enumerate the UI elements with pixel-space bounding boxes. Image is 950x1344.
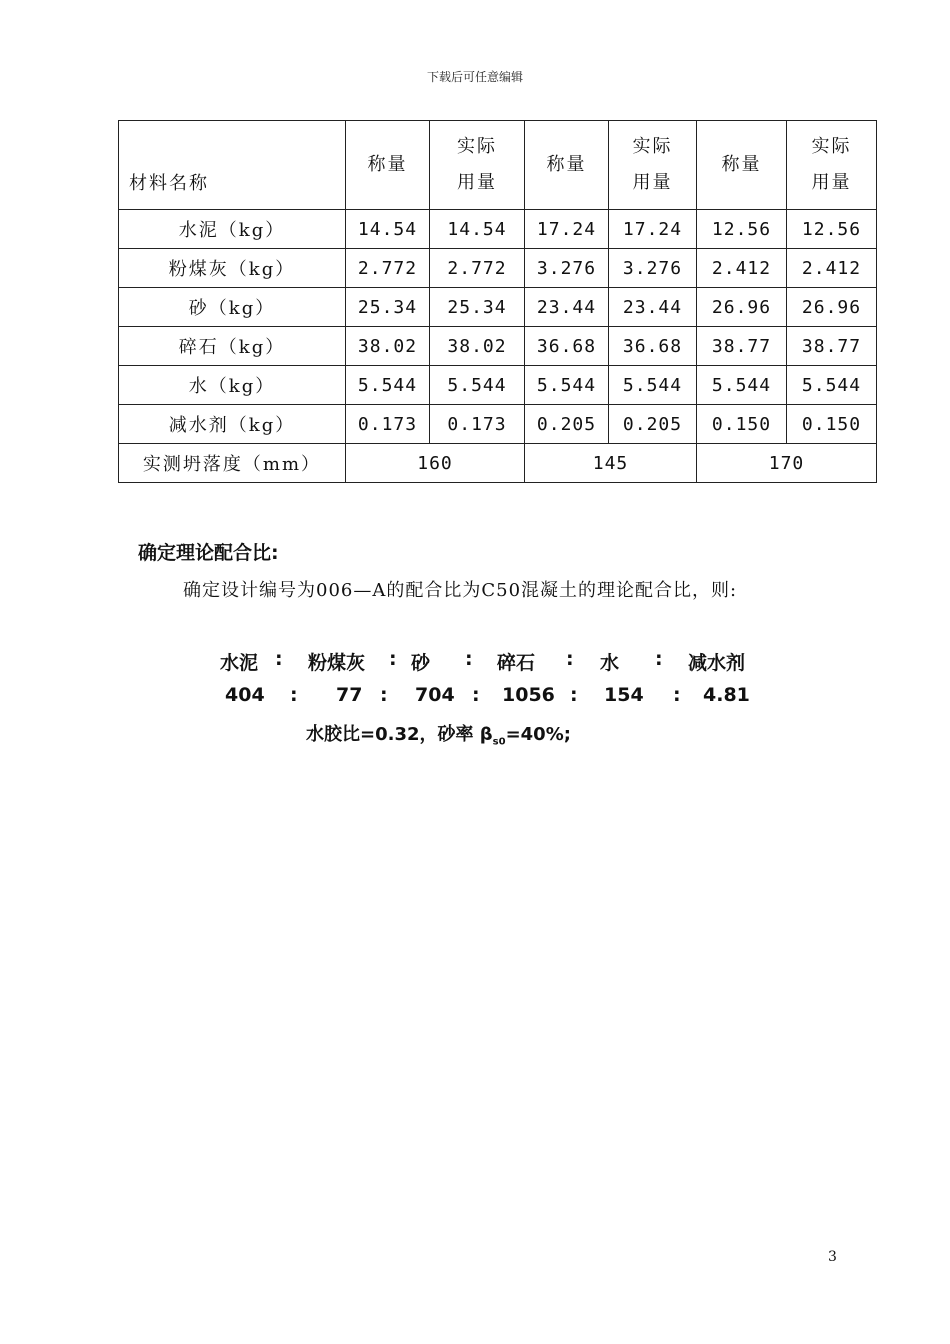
- ratio-value: 404: [225, 684, 265, 706]
- section-title: 确定理论配合比:: [138, 542, 279, 564]
- value-cell: 14.54: [430, 210, 525, 249]
- ratio-value: 704: [415, 684, 455, 706]
- ratio-label: 碎石: [497, 652, 536, 674]
- ratio-separator: :: [472, 684, 480, 706]
- value-cell: 2.772: [346, 249, 430, 288]
- table-row: [119, 366, 877, 405]
- ratio-labels-row: [0, 648, 950, 672]
- page-header: 下载后可任意编辑: [426, 70, 523, 84]
- material-name-cell: 粉煤灰（kg）: [119, 249, 346, 288]
- value-cell: 2.412: [787, 249, 877, 288]
- col-header: 实际 用量: [787, 121, 877, 210]
- value-cell: 12.56: [697, 210, 787, 249]
- ratio-separator: :: [275, 648, 283, 670]
- value-cell: 0.150: [787, 405, 877, 444]
- table-header-row: [119, 121, 877, 210]
- table-row: [119, 249, 877, 288]
- value-cell: 5.544: [346, 366, 430, 405]
- ratio-value: 154: [604, 684, 644, 706]
- ratio-label: 砂: [411, 652, 431, 674]
- value-cell: 0.173: [346, 405, 430, 444]
- value-cell: 0.150: [697, 405, 787, 444]
- value-cell: 25.34: [430, 288, 525, 327]
- value-cell: 36.68: [525, 327, 609, 366]
- ratio-label: 减水剂: [688, 652, 746, 674]
- material-name-cell: 砂（kg）: [119, 288, 346, 327]
- value-cell: 17.24: [525, 210, 609, 249]
- ratio-separator: :: [389, 648, 397, 670]
- slump-label-cell: 实测坍落度（mm）: [119, 444, 346, 483]
- value-cell: 38.02: [430, 327, 525, 366]
- table-row: [119, 405, 877, 444]
- value-cell: 5.544: [609, 366, 697, 405]
- mix-trial-table: [118, 120, 877, 483]
- value-cell: 17.24: [609, 210, 697, 249]
- value-cell: 23.44: [525, 288, 609, 327]
- value-cell: 23.44: [609, 288, 697, 327]
- value-cell: 3.276: [525, 249, 609, 288]
- slump-value-cell: 160: [346, 444, 525, 483]
- ratio-value: 4.81: [703, 684, 750, 706]
- ratio-separator: :: [290, 684, 298, 706]
- table-row: [119, 210, 877, 249]
- ratio-summary: 水胶比=0.32，砂率 $\beta_{s0}=40\%$;: [306, 724, 571, 748]
- col-header: 实际 用量: [430, 121, 525, 210]
- ratio-separator: :: [570, 684, 578, 706]
- slump-value-cell: 145: [525, 444, 697, 483]
- value-cell: 36.68: [609, 327, 697, 366]
- ratio-values-row: [0, 684, 950, 708]
- ratio-separator: :: [465, 648, 473, 670]
- value-cell: 38.02: [346, 327, 430, 366]
- slump-row: [119, 444, 877, 483]
- value-cell: 5.544: [787, 366, 877, 405]
- material-name-cell: 水（kg）: [119, 366, 346, 405]
- ratio-value: 1056: [502, 684, 555, 706]
- ratio-value: 77: [336, 684, 363, 706]
- value-cell: 5.544: [697, 366, 787, 405]
- table-row: [119, 327, 877, 366]
- ratio-label: 水泥: [220, 652, 259, 674]
- slump-value-cell: 170: [697, 444, 877, 483]
- value-cell: 0.205: [525, 405, 609, 444]
- value-cell: 26.96: [697, 288, 787, 327]
- ratio-separator: :: [655, 648, 663, 670]
- ratio-separator: :: [673, 684, 681, 706]
- page-number: 3: [828, 1249, 837, 1265]
- value-cell: 38.77: [787, 327, 877, 366]
- value-cell: 25.34: [346, 288, 430, 327]
- value-cell: 2.772: [430, 249, 525, 288]
- material-name-cell: 水泥（kg）: [119, 210, 346, 249]
- value-cell: 0.173: [430, 405, 525, 444]
- value-cell: 2.412: [697, 249, 787, 288]
- material-name-header: 材料名称: [119, 121, 346, 210]
- value-cell: 0.205: [609, 405, 697, 444]
- value-cell: 14.54: [346, 210, 430, 249]
- col-header: 称量: [697, 121, 787, 210]
- col-header: 称量: [525, 121, 609, 210]
- col-header: 称量: [346, 121, 430, 210]
- value-cell: 26.96: [787, 288, 877, 327]
- table-row: [119, 288, 877, 327]
- material-name-cell: 碎石（kg）: [119, 327, 346, 366]
- material-name-cell: 减水剂（kg）: [119, 405, 346, 444]
- value-cell: 5.544: [430, 366, 525, 405]
- value-cell: 3.276: [609, 249, 697, 288]
- paragraph: 确定设计编号为006—A的配合比为C50混凝土的理论配合比，则:: [183, 580, 738, 601]
- ratio-separator: :: [380, 684, 388, 706]
- value-cell: 12.56: [787, 210, 877, 249]
- ratio-label: 水: [600, 652, 620, 674]
- value-cell: 5.544: [525, 366, 609, 405]
- value-cell: 38.77: [697, 327, 787, 366]
- ratio-label: 粉煤灰: [308, 652, 366, 674]
- ratio-separator: :: [566, 648, 574, 670]
- col-header: 实际 用量: [609, 121, 697, 210]
